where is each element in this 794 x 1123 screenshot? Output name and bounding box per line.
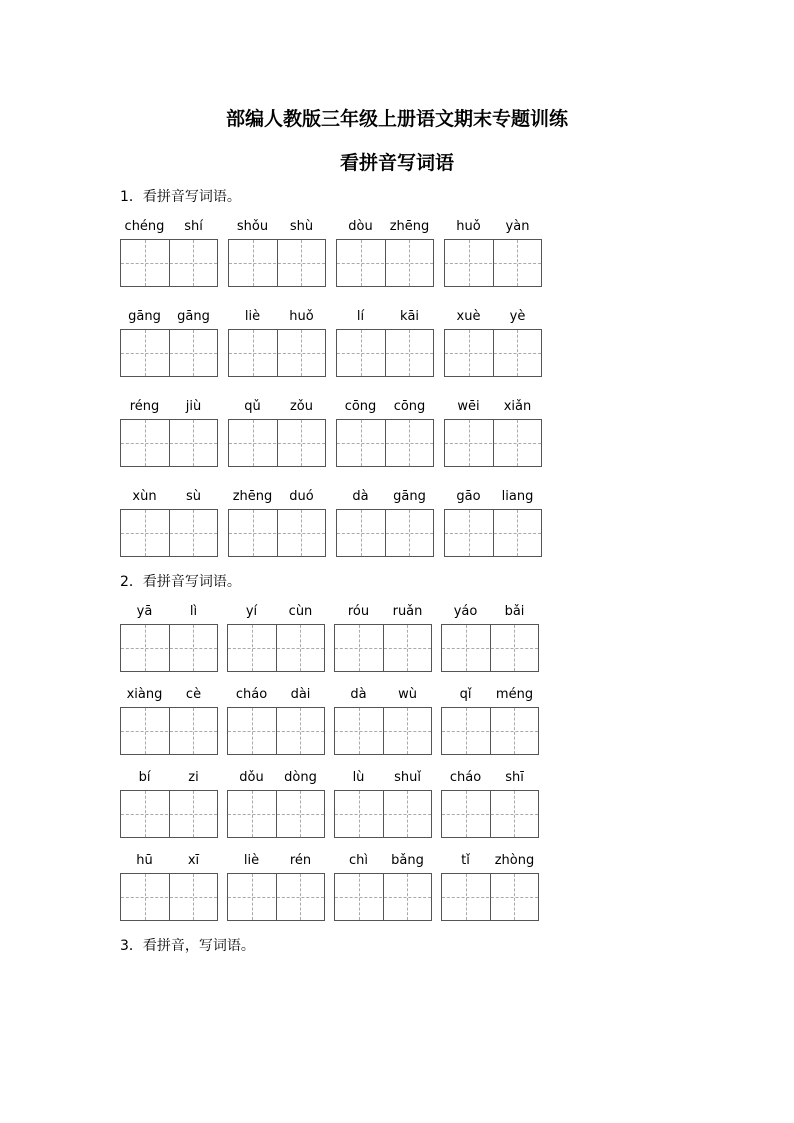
- guide-line: [466, 708, 467, 754]
- guide-line: [445, 353, 541, 354]
- guide-line: [359, 625, 360, 671]
- pinyin-label: gāo: [456, 489, 481, 504]
- pinyin-label: dà: [350, 687, 367, 702]
- guide-line: [335, 814, 431, 815]
- guide-line: [121, 814, 217, 815]
- guide-line: [193, 874, 194, 920]
- writing-box[interactable]: [120, 790, 218, 838]
- pinyin-label: wēi: [457, 399, 480, 414]
- writing-box[interactable]: [336, 509, 434, 557]
- pinyin-label: gāng: [177, 309, 210, 324]
- guide-line: [407, 625, 408, 671]
- pinyin-label: qǐ: [459, 687, 472, 702]
- pinyin-label: méng: [495, 687, 534, 702]
- guide-line: [337, 443, 433, 444]
- writing-box[interactable]: [227, 790, 325, 838]
- pinyin-label: xiàng: [126, 687, 163, 702]
- writing-box[interactable]: [120, 419, 218, 467]
- writing-box[interactable]: [334, 624, 432, 672]
- guide-line: [145, 625, 146, 671]
- guide-line: [300, 791, 301, 837]
- pinyin-label: hū: [136, 853, 153, 868]
- writing-box[interactable]: [228, 329, 326, 377]
- writing-box[interactable]: [227, 707, 325, 755]
- pinyin-label: rén: [289, 853, 312, 868]
- guide-line: [359, 708, 360, 754]
- pinyin-label: zhēng: [389, 219, 430, 234]
- guide-line: [409, 420, 410, 466]
- guide-line: [301, 510, 302, 556]
- guide-line: [193, 708, 194, 754]
- pinyin-label: yí: [245, 604, 258, 619]
- writing-box[interactable]: [441, 624, 539, 672]
- guide-line: [335, 648, 431, 649]
- guide-line: [514, 791, 515, 837]
- pinyin-label: zǒu: [289, 399, 314, 414]
- writing-box[interactable]: [120, 239, 218, 287]
- guide-line: [514, 708, 515, 754]
- writing-box[interactable]: [334, 707, 432, 755]
- pinyin-label: xī: [187, 853, 200, 868]
- question-2-label: 2．看拼音写词语。: [120, 574, 241, 590]
- guide-line: [229, 353, 325, 354]
- pinyin-label: xuè: [456, 309, 481, 324]
- guide-line: [121, 353, 217, 354]
- question-3-label: 3．看拼音，写词语。: [120, 938, 255, 954]
- guide-line: [228, 897, 324, 898]
- guide-line: [407, 791, 408, 837]
- writing-box[interactable]: [444, 419, 542, 467]
- pinyin-label: chì: [349, 853, 368, 868]
- pinyin-label: lí: [356, 309, 365, 324]
- guide-line: [514, 874, 515, 920]
- guide-line: [469, 510, 470, 556]
- guide-line: [442, 897, 538, 898]
- guide-line: [469, 330, 470, 376]
- pinyin-label: cùn: [288, 604, 313, 619]
- guide-line: [145, 240, 146, 286]
- writing-box[interactable]: [334, 873, 432, 921]
- guide-line: [252, 874, 253, 920]
- pinyin-label: wù: [398, 687, 417, 702]
- guide-line: [300, 874, 301, 920]
- writing-box[interactable]: [336, 419, 434, 467]
- guide-line: [145, 708, 146, 754]
- pinyin-label: bǎng: [391, 853, 424, 868]
- guide-line: [337, 263, 433, 264]
- pinyin-label: dà: [352, 489, 369, 504]
- guide-line: [407, 708, 408, 754]
- writing-box[interactable]: [444, 239, 542, 287]
- guide-line: [514, 625, 515, 671]
- guide-line: [361, 420, 362, 466]
- guide-line: [409, 510, 410, 556]
- pinyin-label: zhēng: [232, 489, 273, 504]
- guide-line: [228, 814, 324, 815]
- guide-line: [121, 648, 217, 649]
- pinyin-label: lì: [189, 604, 198, 619]
- pinyin-label: chéng: [124, 219, 165, 234]
- pinyin-label: ruǎn: [392, 604, 423, 619]
- pinyin-label: réng: [129, 399, 160, 414]
- guide-line: [335, 731, 431, 732]
- pinyin-label: cháo: [235, 687, 268, 702]
- pinyin-label: cōng: [393, 399, 426, 414]
- pinyin-label: qǔ: [244, 399, 261, 414]
- guide-line: [193, 330, 194, 376]
- guide-line: [466, 874, 467, 920]
- writing-box[interactable]: [228, 239, 326, 287]
- guide-line: [300, 708, 301, 754]
- guide-line: [301, 330, 302, 376]
- writing-box[interactable]: [120, 873, 218, 921]
- writing-box[interactable]: [444, 329, 542, 377]
- writing-box[interactable]: [227, 624, 325, 672]
- pinyin-label: yè: [509, 309, 526, 324]
- pinyin-label: bí: [138, 770, 151, 785]
- pinyin-label: liang: [501, 489, 534, 504]
- pinyin-label: gāng: [128, 309, 161, 324]
- writing-box[interactable]: [228, 419, 326, 467]
- writing-box[interactable]: [334, 790, 432, 838]
- pinyin-label: yáo: [453, 604, 478, 619]
- pinyin-label: liè: [244, 309, 261, 324]
- writing-box[interactable]: [228, 509, 326, 557]
- guide-line: [517, 420, 518, 466]
- guide-line: [359, 874, 360, 920]
- guide-line: [228, 648, 324, 649]
- guide-line: [229, 443, 325, 444]
- guide-line: [517, 330, 518, 376]
- writing-box[interactable]: [441, 707, 539, 755]
- guide-line: [407, 874, 408, 920]
- pinyin-label: yàn: [505, 219, 530, 234]
- guide-line: [361, 240, 362, 286]
- guide-line: [253, 420, 254, 466]
- pinyin-label: dǒu: [239, 770, 264, 785]
- guide-line: [301, 240, 302, 286]
- guide-line: [445, 263, 541, 264]
- guide-line: [145, 330, 146, 376]
- question-1-label: 1．看拼音写词语。: [120, 189, 241, 205]
- writing-box[interactable]: [444, 509, 542, 557]
- guide-line: [253, 330, 254, 376]
- pinyin-label: cháo: [449, 770, 482, 785]
- guide-line: [252, 791, 253, 837]
- guide-line: [466, 625, 467, 671]
- writing-box[interactable]: [120, 707, 218, 755]
- writing-box[interactable]: [227, 873, 325, 921]
- pinyin-label: shī: [505, 770, 524, 785]
- guide-line: [361, 330, 362, 376]
- guide-line: [445, 533, 541, 534]
- guide-line: [301, 420, 302, 466]
- guide-line: [193, 420, 194, 466]
- guide-line: [229, 263, 325, 264]
- guide-line: [337, 533, 433, 534]
- pinyin-label: lù: [352, 770, 365, 785]
- document-subtitle: 看拼音写词语: [339, 152, 454, 174]
- guide-line: [145, 420, 146, 466]
- pinyin-label: tǐ: [461, 853, 470, 868]
- pinyin-label: jiù: [185, 399, 202, 414]
- writing-box[interactable]: [336, 329, 434, 377]
- guide-line: [442, 731, 538, 732]
- guide-line: [145, 791, 146, 837]
- guide-line: [253, 240, 254, 286]
- writing-box[interactable]: [120, 329, 218, 377]
- guide-line: [445, 443, 541, 444]
- guide-line: [121, 263, 217, 264]
- pinyin-label: róu: [347, 604, 370, 619]
- guide-line: [252, 625, 253, 671]
- pinyin-label: cè: [185, 687, 202, 702]
- guide-line: [300, 625, 301, 671]
- pinyin-label: gāng: [393, 489, 426, 504]
- guide-line: [252, 708, 253, 754]
- pinyin-label: xùn: [132, 489, 157, 504]
- guide-line: [335, 897, 431, 898]
- pinyin-label: shǒu: [236, 219, 269, 234]
- pinyin-label: dài: [290, 687, 311, 702]
- pinyin-label: sù: [185, 489, 201, 504]
- guide-line: [121, 731, 217, 732]
- pinyin-label: cōng: [344, 399, 377, 414]
- pinyin-label: zhòng: [494, 853, 535, 868]
- document-title: 部编人教版三年级上册语文期末专题训练: [225, 108, 568, 130]
- writing-box[interactable]: [441, 873, 539, 921]
- guide-line: [517, 510, 518, 556]
- guide-line: [229, 533, 325, 534]
- pinyin-label: dòu: [348, 219, 373, 234]
- guide-line: [517, 240, 518, 286]
- pinyin-label: xiǎn: [503, 399, 532, 414]
- guide-line: [466, 791, 467, 837]
- guide-line: [469, 420, 470, 466]
- writing-box[interactable]: [441, 790, 539, 838]
- guide-line: [145, 874, 146, 920]
- writing-box[interactable]: [336, 239, 434, 287]
- writing-box[interactable]: [120, 624, 218, 672]
- guide-line: [145, 510, 146, 556]
- pinyin-label: duó: [289, 489, 314, 504]
- guide-line: [442, 814, 538, 815]
- pinyin-label: zi: [188, 770, 199, 785]
- guide-line: [121, 443, 217, 444]
- guide-line: [409, 240, 410, 286]
- pinyin-label: kāi: [399, 309, 420, 324]
- guide-line: [337, 353, 433, 354]
- guide-line: [121, 533, 217, 534]
- pinyin-label: shí: [184, 219, 203, 234]
- pinyin-label: shù: [289, 219, 314, 234]
- pinyin-label: yā: [136, 604, 153, 619]
- writing-box[interactable]: [120, 509, 218, 557]
- pinyin-label: liè: [243, 853, 260, 868]
- guide-line: [193, 791, 194, 837]
- guide-line: [193, 625, 194, 671]
- guide-line: [228, 731, 324, 732]
- pinyin-label: shuǐ: [394, 770, 421, 785]
- pinyin-label: dòng: [284, 770, 317, 785]
- guide-line: [193, 240, 194, 286]
- guide-line: [361, 510, 362, 556]
- guide-line: [193, 510, 194, 556]
- pinyin-label: huǒ: [289, 309, 314, 324]
- guide-line: [442, 648, 538, 649]
- guide-line: [253, 510, 254, 556]
- guide-line: [409, 330, 410, 376]
- pinyin-label: bǎi: [504, 604, 525, 619]
- guide-line: [359, 791, 360, 837]
- pinyin-label: huǒ: [456, 219, 481, 234]
- guide-line: [469, 240, 470, 286]
- guide-line: [121, 897, 217, 898]
